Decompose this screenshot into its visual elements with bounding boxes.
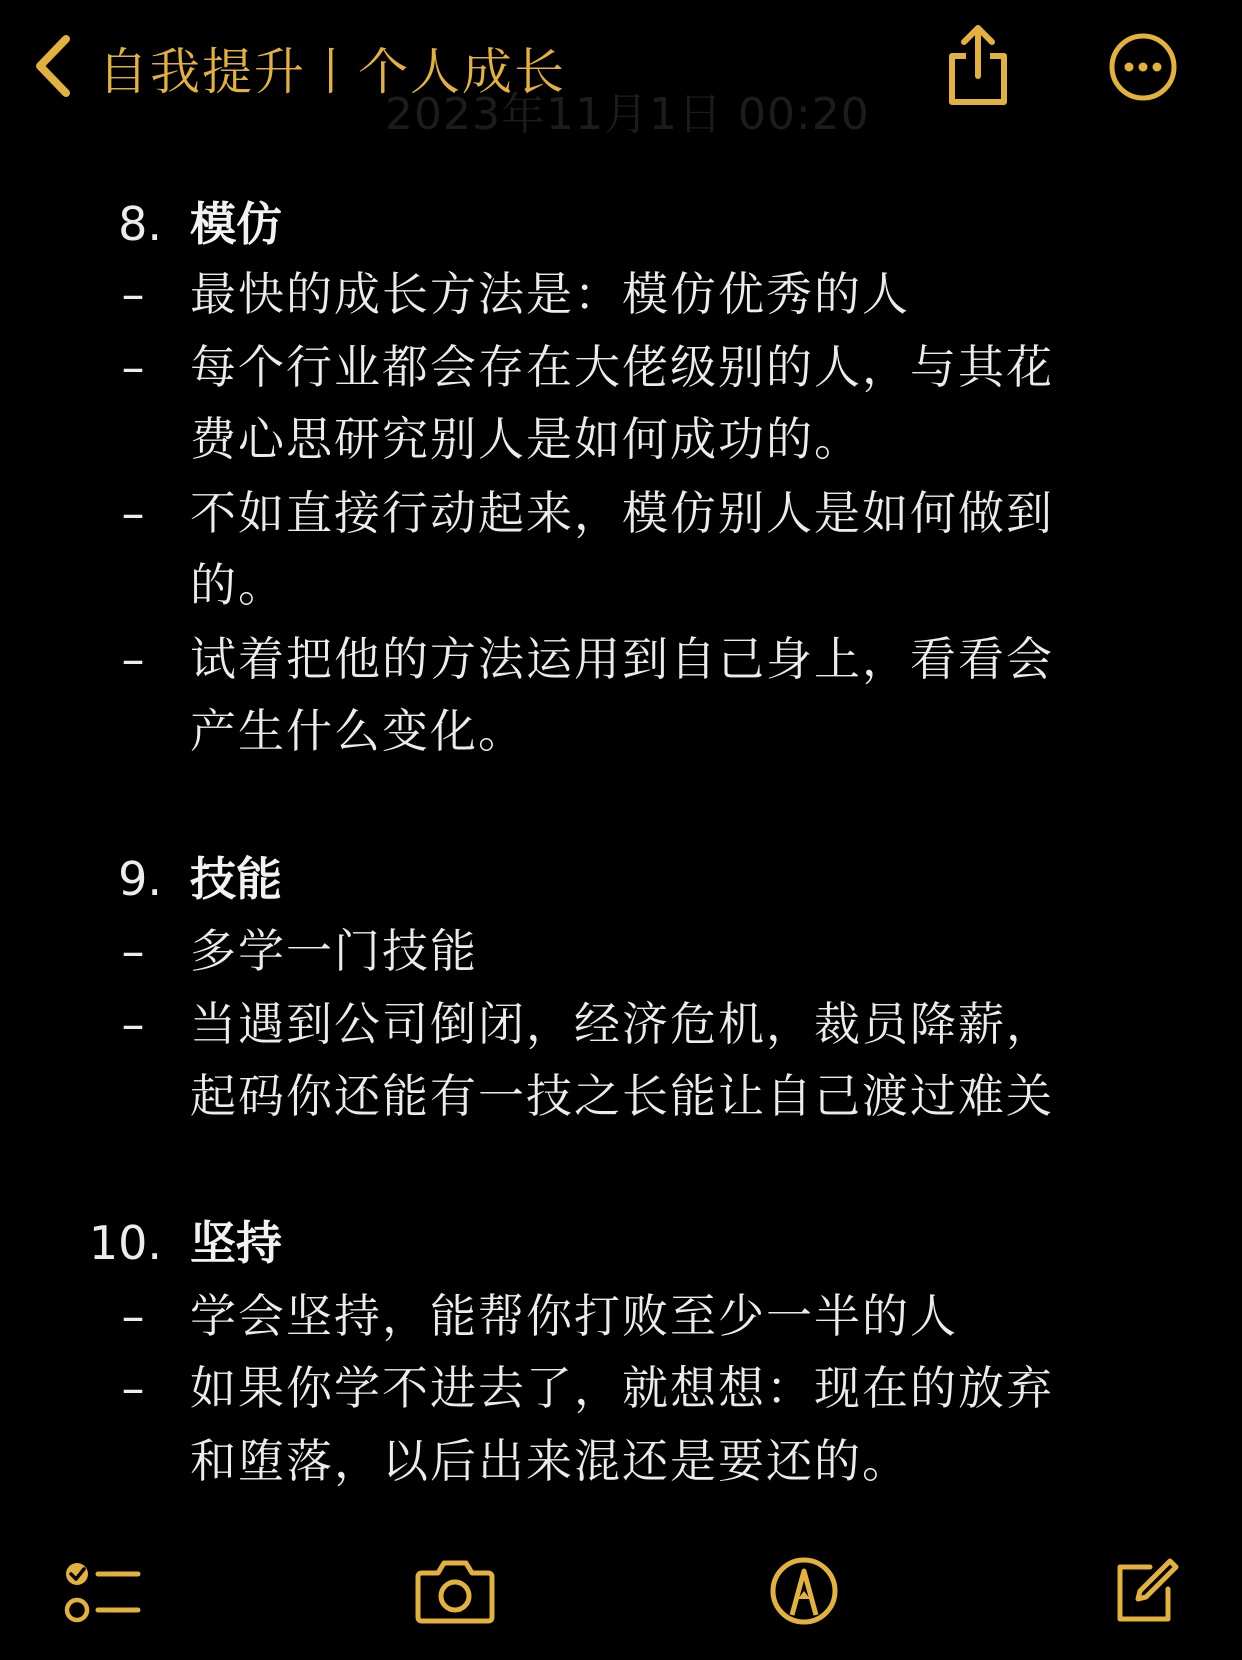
section-number: 10. [88, 1216, 162, 1270]
compose-button[interactable] [1110, 1555, 1182, 1627]
bullet-dash: – [121, 1289, 145, 1343]
list-item-text: 费心思研究别人是如何成功的。 [190, 412, 862, 466]
bullet-dash: – [121, 267, 145, 321]
bullet-dash: – [121, 632, 145, 686]
bullet-dash: – [121, 997, 145, 1051]
list-item-text: 和堕落，以后出来混还是要还的。 [190, 1434, 910, 1488]
section-number: 8. [118, 197, 162, 251]
section-heading [0, 843, 1242, 915]
share-button[interactable] [942, 22, 1014, 108]
list-item-text: 试着把他的方法运用到自己身上，看看会 [190, 632, 1054, 686]
section-title: 技能 [190, 852, 282, 906]
bullet-dash: – [121, 1361, 145, 1415]
camera-button[interactable] [414, 1555, 496, 1627]
section-heading [0, 1207, 1242, 1279]
markup-pen-icon [768, 1555, 840, 1627]
list-item-text: 当遇到公司倒闭，经济危机，裁员降薪， [190, 997, 1054, 1051]
list-item [0, 331, 1242, 403]
list-item-text: 的。 [190, 558, 286, 612]
checklist-icon [64, 1555, 142, 1627]
section-title: 模仿 [190, 197, 282, 251]
navigation-bar [0, 0, 1242, 140]
list-item-continuation [0, 1425, 1242, 1497]
list-item [0, 1352, 1242, 1424]
list-item [0, 1280, 1242, 1352]
section-title: 坚持 [190, 1216, 282, 1270]
camera-icon [414, 1555, 496, 1627]
note-date: 2023年11月1日 00:20 [385, 89, 870, 140]
list-item-text: 最快的成长方法是：模仿优秀的人 [190, 267, 910, 321]
share-icon [942, 93, 1014, 112]
list-item [0, 915, 1242, 987]
list-item-text: 产生什么变化。 [190, 704, 526, 758]
list-item-text: 不如直接行动起来，模仿别人是如何做到 [190, 486, 1054, 540]
list-item [0, 988, 1242, 1060]
list-item-continuation [0, 1060, 1242, 1132]
list-item-continuation [0, 695, 1242, 767]
list-item-text: 每个行业都会存在大佬级别的人，与其花 [190, 340, 1054, 394]
back-button-label: 自我提升丨个人成长 [98, 43, 566, 101]
compose-icon [1110, 1555, 1182, 1627]
bullet-dash: – [121, 340, 145, 394]
list-item-continuation [0, 403, 1242, 475]
list-item-text: 起码你还能有一技之长能让自己渡过难关 [190, 1069, 1054, 1123]
markup-button[interactable] [768, 1555, 840, 1627]
section-number: 9. [118, 852, 162, 906]
list-item-text: 学会坚持，能帮你打败至少一半的人 [190, 1289, 958, 1343]
bullet-dash: – [121, 486, 145, 540]
chevron-left-icon [30, 31, 80, 105]
list-item-text: 如果你学不进去了，就想想：现在的放弃 [190, 1361, 1054, 1415]
bullet-dash: – [121, 924, 145, 978]
list-item-continuation [0, 549, 1242, 621]
list-item [0, 623, 1242, 695]
list-item [0, 477, 1242, 549]
more-icon [1108, 87, 1178, 106]
more-button[interactable] [1108, 32, 1178, 102]
section-heading [0, 188, 1242, 260]
list-item-text: 多学一门技能 [190, 924, 478, 978]
checklist-button[interactable] [64, 1555, 142, 1627]
list-item [0, 258, 1242, 330]
